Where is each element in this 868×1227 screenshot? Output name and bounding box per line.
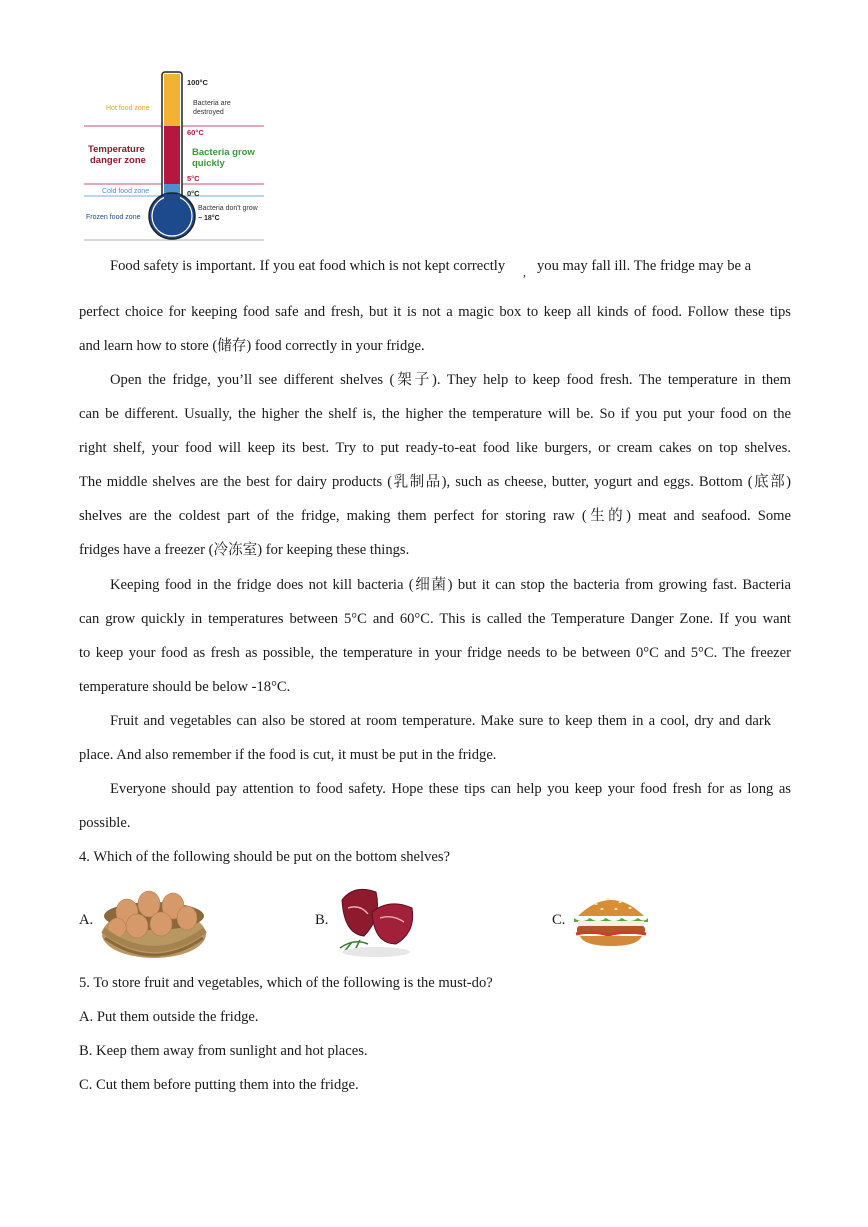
frozen-zone-label: Frozen food zone: [86, 214, 141, 221]
paragraph-1-line-2: perfect choice for keeping food safe and fresh, but it is not a magic box to keep all kinds of food. Follow these tips: [79, 304, 791, 320]
danger-zone-fill: [164, 126, 180, 184]
basket-of-eggs-image[interactable]: [99, 878, 209, 960]
destroyed-note-1: Bacteria are: [193, 100, 231, 107]
question-5-option-a[interactable]: A. Put them outside the fridge.: [79, 1009, 259, 1025]
hot-zone-fill: [164, 74, 180, 126]
paragraph-4-line-2: place. And also remember if the food is cut, it must be put in the fridge.: [79, 747, 497, 763]
paragraph-4-line-1: Fruit and vegetables can also be stored at room temperature. Make sure to keep them in a cool, dry and dark: [110, 713, 771, 729]
paragraph-1-comma: ,: [523, 265, 526, 279]
cold-zone-label: Cold food zone: [102, 188, 150, 195]
raw-meat-image[interactable]: [334, 878, 418, 960]
question-4-option-a-label[interactable]: A.: [79, 912, 94, 928]
paragraph-2-line-5: shelves are the coldest part of the fridge, making them perfect for storing raw (生的) meat and seafood. Some: [79, 508, 791, 524]
paragraph-2-line-4: The middle shelves are the best for dairy products (乳制品), such as cheese, butter, yogurt and eggs. Bottom (底部): [79, 474, 791, 490]
grow-note-1: Bacteria grow: [192, 147, 255, 158]
temp-5-label: 5°C: [187, 174, 200, 183]
paragraph-5-line-2: possible.: [79, 815, 131, 831]
paragraph-1-line-1b: you may fall ill. The fridge may be a: [537, 258, 752, 274]
paragraph-2-line-3: right shelf, your food will keep its best. Try to put ready-to-eat food like burgers, or cream cakes on top shelves.: [79, 440, 791, 456]
danger-zone-label-2: danger zone: [90, 155, 146, 166]
paragraph-2-line-6: fridges have a freezer (冷冻室) for keeping these things.: [79, 542, 410, 558]
nogrow-note: Bacteria don't grow: [198, 205, 258, 212]
paragraph-3-line-2: can grow quickly in temperatures between 5°C and 60°C. This is called the Temperature Danger Zone. If you want: [79, 611, 791, 627]
thermometer-diagram: [84, 70, 266, 242]
paragraph-2-line-1: Open the fridge, you’ll see different shelves (架子). They help to keep food fresh. The temperature in them: [110, 372, 791, 388]
temp-60-label: 60°C: [187, 128, 204, 137]
burger-image[interactable]: [572, 890, 650, 950]
question-4-option-c-label[interactable]: C.: [552, 912, 566, 928]
temp-0-label: 0°C: [187, 189, 200, 198]
paragraph-3-line-1: Keeping food in the fridge does not kill bacteria (细菌) but it can stop the bacteria from growing fast. Bacteria: [110, 577, 791, 593]
paragraph-3-line-3: to keep your food as fresh as possible, the temperature in your fridge needs to be between 0°C and 5°C. The freezer: [79, 645, 791, 661]
temp-minus18-label: − 18°C: [198, 215, 220, 222]
paragraph-5-line-1: Everyone should pay attention to food safety. Hope these tips can help you keep your food fresh for as long as: [110, 781, 791, 797]
destroyed-note-2: destroyed: [193, 109, 224, 116]
paragraph-1-line-3: and learn how to store (储存) food correctly in your fridge.: [79, 338, 425, 354]
temp-100-label: 100°C: [187, 78, 208, 87]
danger-zone-label-1: Temperature: [88, 144, 145, 155]
paragraph-1-line-1a: Food safety is important. If you eat food which is not kept correctly: [110, 258, 506, 274]
tube-neck: [164, 194, 180, 200]
question-5-option-c[interactable]: C. Cut them before putting them into the fridge.: [79, 1077, 359, 1093]
question-5-option-b[interactable]: B. Keep them away from sunlight and hot places.: [79, 1043, 368, 1059]
grow-note-2: quickly: [192, 158, 225, 169]
question-5-text: 5. To store fruit and vegetables, which of the following is the must-do?: [79, 975, 493, 991]
question-4-option-b-label[interactable]: B.: [315, 912, 329, 928]
paragraph-2-line-2: can be different. Usually, the higher the shelf is, the higher the temperature will be. So if you put your food on the: [79, 406, 791, 422]
question-4-text: 4. Which of the following should be put on the bottom shelves?: [79, 849, 451, 865]
paragraph-3-line-4: temperature should be below -18°C.: [79, 679, 291, 695]
hot-zone-label: Hot food zone: [106, 105, 150, 112]
